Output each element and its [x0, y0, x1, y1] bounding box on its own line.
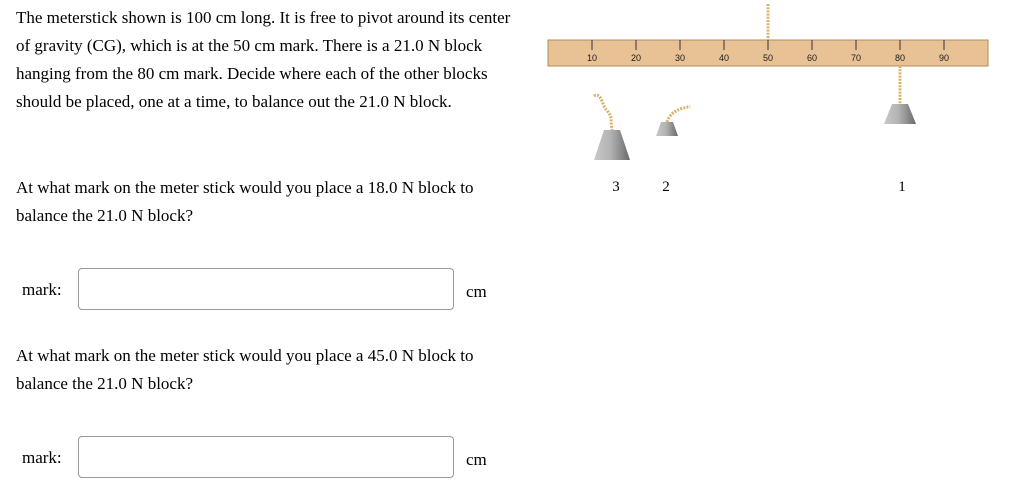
unit-label-2: cm [466, 450, 487, 469]
block-1 [884, 104, 916, 124]
ruler-label-80: 80 [894, 53, 906, 63]
question-2-text: At what mark on the meter stick would you place a 45.0 N block to balance the 21.0 N block? [16, 346, 474, 393]
mark-input-2[interactable] [78, 436, 454, 478]
mark-input-1[interactable] [78, 268, 454, 310]
mark-label-2: mark: [22, 448, 62, 467]
question-1-text: At what mark on the meter stick would you place a 18.0 N block to balance the 21.0 N block? [16, 178, 474, 225]
block-3[interactable] [594, 130, 630, 160]
block-1-hanging [884, 66, 916, 124]
ruler-label-60: 60 [806, 53, 818, 63]
ruler-label-40: 40 [718, 53, 730, 63]
ruler-label-20: 20 [630, 53, 642, 63]
ruler-label-30: 30 [674, 53, 686, 63]
block-3-loose [594, 95, 630, 160]
meterstick-figure [530, 0, 1010, 210]
block-2[interactable] [656, 122, 678, 136]
block-3-label: 3 [612, 179, 620, 195]
ruler-label-70: 70 [850, 53, 862, 63]
unit-label-1: cm [466, 282, 487, 301]
problem-statement: The meterstick shown is 100 cm long. It is free to pivot around its center of gravity (CG), which is at the 50 cm mark. There is a 21.0 N block hanging from the 80 cm mark. Decide where each of the other blocks should be placed, one at a time, to balance out the 21.0 N block. [16, 8, 511, 111]
ruler-label-10: 10 [586, 53, 598, 63]
ruler-label-90: 90 [938, 53, 950, 63]
block-2-loose [656, 106, 690, 136]
block-3-rope [594, 95, 612, 130]
block-2-label: 2 [662, 179, 670, 195]
mark-label-1: mark: [22, 280, 62, 299]
ruler-label-50: 50 [762, 53, 774, 63]
block-1-label: 1 [898, 179, 906, 195]
block-2-rope [667, 106, 690, 122]
